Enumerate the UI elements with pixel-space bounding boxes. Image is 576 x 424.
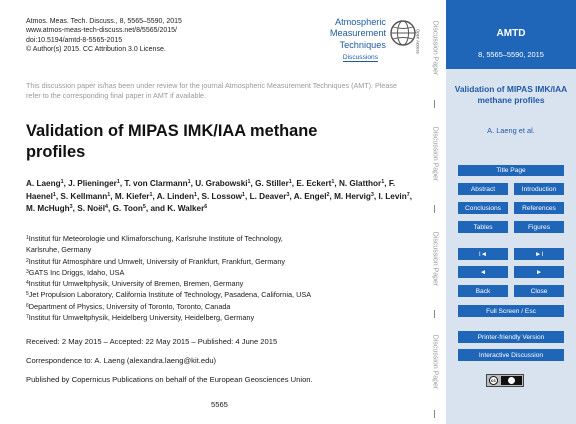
strip-label: Discussion Paper [431, 20, 439, 76]
review-notice: This discussion paper is/has been under review for the journal Atmospheric Measurement Techniques (AMT). Please refer to the corresponding final paper in AMT if available. [26, 81, 398, 101]
last-page-button[interactable]: ►I [514, 248, 564, 260]
journal-volume: 8, 5565–5590, 2015 [478, 50, 544, 59]
page-number: 5565 [211, 400, 228, 409]
author-affiliation-mark: 1 [381, 179, 385, 185]
discussion-paper-strip [424, 0, 446, 424]
author-name: K. Walker [167, 204, 205, 214]
citation-header [26, 17, 182, 54]
author-list: A. Laeng$^1$, J. Plieninger$^1$, T. von Clarmann$^1$, U. Grabowski$^1$, G. Stiller$^1$, E. Eckert$^1$, N. Glatthor$^1$, F. Haenel$^1$, S. Kellmann$^1$, M. Kiefer$^1$, A. Linden$^1$, S. Lossow$^1$, L. Deaver$^3$, A. Engel$^2$, M. Hervig$^3$, I. Levin$^7$, M. McHugh$^3$, S. Noël$^4$, G. Toon$^5$, and K. Walker$^6$ [26, 179, 412, 214]
author-affiliation-mark: 1 [193, 191, 197, 198]
author-name: S. Noël [77, 204, 105, 214]
logo-line: Measurement [329, 28, 386, 39]
journal-abbrev: AMTD [496, 28, 526, 39]
author-affiliation-mark: 2 [326, 191, 330, 198]
affiliation-item: $^2$Institut für Atmosphäre und Umwelt, University of Frankfurt, Frankfurt, Germany [26, 256, 286, 266]
author-affiliation-mark: 1 [60, 179, 64, 185]
affiliation-list [26, 233, 418, 323]
attribution-icon [508, 377, 515, 384]
open-access-globe-icon [388, 18, 421, 54]
attribution-panel [501, 376, 522, 385]
affiliation-item: $^4$Institut für Umweltphysik, University of Bremen, Bremen, Germany [26, 279, 244, 289]
affiliation-item: Karlsruhe, Germany [26, 245, 92, 255]
author-name: S. Kellmann [60, 191, 108, 201]
cc-icon: cc [489, 376, 498, 385]
author-name: G. Toon [112, 204, 143, 214]
open-access-label: Open Access [415, 29, 421, 54]
author-name: N. Glatthor [338, 179, 382, 188]
affiliation-item: $^3$GATS Inc Driggs, Idaho, USA [26, 267, 125, 277]
sidebar-author: A. Laeng et al. [487, 126, 535, 135]
strip-separator [434, 410, 435, 418]
author-affiliation-mark: 5 [142, 204, 146, 211]
author-name: I. Levin [378, 191, 407, 201]
journal-header-box [446, 0, 576, 69]
author-affiliation-mark: 4 [105, 204, 108, 211]
first-page-button[interactable]: I◄ [458, 248, 508, 260]
author-affiliation-mark: 6 [204, 204, 208, 211]
next-page-button[interactable]: ► [514, 266, 564, 278]
journal-logo [306, 14, 421, 66]
affiliation-item: $^6$Department of Physics, University of Toronto, Toronto, Canada [26, 301, 231, 311]
interactive-discussion-button[interactable]: Interactive Discussion [458, 349, 564, 361]
author-name: S. Lossow [201, 191, 243, 201]
author-affiliation-mark: 7 [406, 191, 410, 198]
author-affiliation-mark: 3 [286, 191, 290, 198]
title-page-button[interactable]: Title Page [458, 165, 564, 176]
affiliation-item: $^5$Jet Propulsion Laboratory, California Institute of Technology, Pasadena, California, USA [26, 290, 312, 300]
affiliation-item: $^1$Institut für Meteorologie und Klimaforschung, Karlsruhe Institute of Technology, [26, 234, 283, 243]
author-affiliation-mark: 1 [107, 191, 111, 198]
correspondence[interactable]: Correspondence to: A. Laeng (alexandra.laeng@kit.edu) [26, 356, 217, 365]
url-line[interactable]: www.atmos-meas-tech-discuss.net/8/5565/2015/ [26, 27, 177, 35]
author-name: E. Eckert [296, 179, 332, 188]
journal-logo-text [306, 17, 386, 51]
author-name: G. Stiller [255, 179, 289, 188]
author-affiliation-mark: 1 [149, 191, 153, 198]
strip-label: Discussion Paper [431, 334, 439, 390]
author-name: A. Laeng [26, 179, 61, 188]
publisher-note: Published by Copernicus Publications on behalf of the European Geosciences Union. [26, 375, 313, 384]
author-name: A. Engel [293, 191, 327, 201]
back-button[interactable]: Back [458, 285, 508, 297]
title-line: profiles [26, 143, 86, 161]
conclusions-button[interactable]: Conclusions [458, 202, 508, 214]
author-affiliation-mark: 3 [370, 191, 374, 198]
logo-line: Atmospheric [334, 17, 386, 27]
strip-separator [434, 100, 435, 108]
author-name: M. Kiefer [114, 191, 150, 201]
author-name: M. Hervig [334, 191, 371, 201]
tables-button[interactable]: Tables [458, 221, 508, 233]
full-screen-button[interactable]: Full Screen / Esc [458, 305, 564, 317]
sidebar-paper-title: Validation of MIPAS IMK/IAA methane profiles [454, 84, 568, 105]
author-name: T. von Clarmann [124, 179, 188, 188]
strip-separator [434, 310, 435, 318]
license-line: © Author(s) 2015. CC Attribution 3.0 License. [26, 45, 166, 53]
doi-line: doi:10.5194/amtd-8-5565-2015 [26, 36, 123, 44]
strip-label: Discussion Paper [431, 231, 439, 287]
author-name: U. Grabowski [195, 179, 248, 188]
strip-separator [434, 205, 435, 213]
author-affiliation-mark: 1 [52, 191, 56, 198]
author-name: A. Linden [156, 191, 194, 201]
author-affiliation-mark: 1 [187, 179, 191, 185]
citation-line: Atmos. Meas. Tech. Discuss., 8, 5565–5590, 2015 [26, 18, 182, 25]
author-affiliation-mark: 1 [288, 179, 292, 185]
references-button[interactable]: References [514, 202, 564, 214]
abstract-button[interactable]: Abstract [458, 183, 508, 195]
previous-page-button[interactable]: ◄ [458, 266, 508, 278]
author-affiliation-mark: 1 [331, 179, 335, 185]
strip-label: Discussion Paper [431, 126, 439, 182]
received-dates: Received: 2 May 2015 – Accepted: 22 May 2015 – Published: 4 June 2015 [26, 337, 278, 346]
author-affiliation-mark: 3 [69, 204, 73, 211]
author-name: M. McHugh [26, 204, 70, 214]
author-name: F. Haenel [26, 179, 396, 201]
logo-discussions: Discussions [342, 54, 378, 61]
figures-button[interactable]: Figures [514, 221, 564, 233]
affiliation-item: $^7$Institut für Umweltphysik, Heidelberg University, Heidelberg, Germany [26, 313, 255, 323]
author-affiliation-mark: 1 [242, 191, 246, 198]
author-name: L. Deaver [249, 191, 287, 201]
introduction-button[interactable]: Introduction [514, 183, 564, 195]
title-line: Validation of MIPAS IMK/IAA methane [26, 122, 318, 140]
cc-license-badge[interactable] [486, 374, 524, 387]
printer-friendly-button[interactable]: Printer-friendly Version [458, 331, 564, 343]
author-name: J. Plieninger [68, 179, 117, 188]
author-affiliation-mark: 1 [116, 179, 120, 185]
paper-title [26, 121, 416, 163]
close-button[interactable]: Close [514, 285, 564, 297]
author-affiliation-mark: 1 [247, 179, 251, 185]
logo-line: Techniques [339, 39, 386, 50]
